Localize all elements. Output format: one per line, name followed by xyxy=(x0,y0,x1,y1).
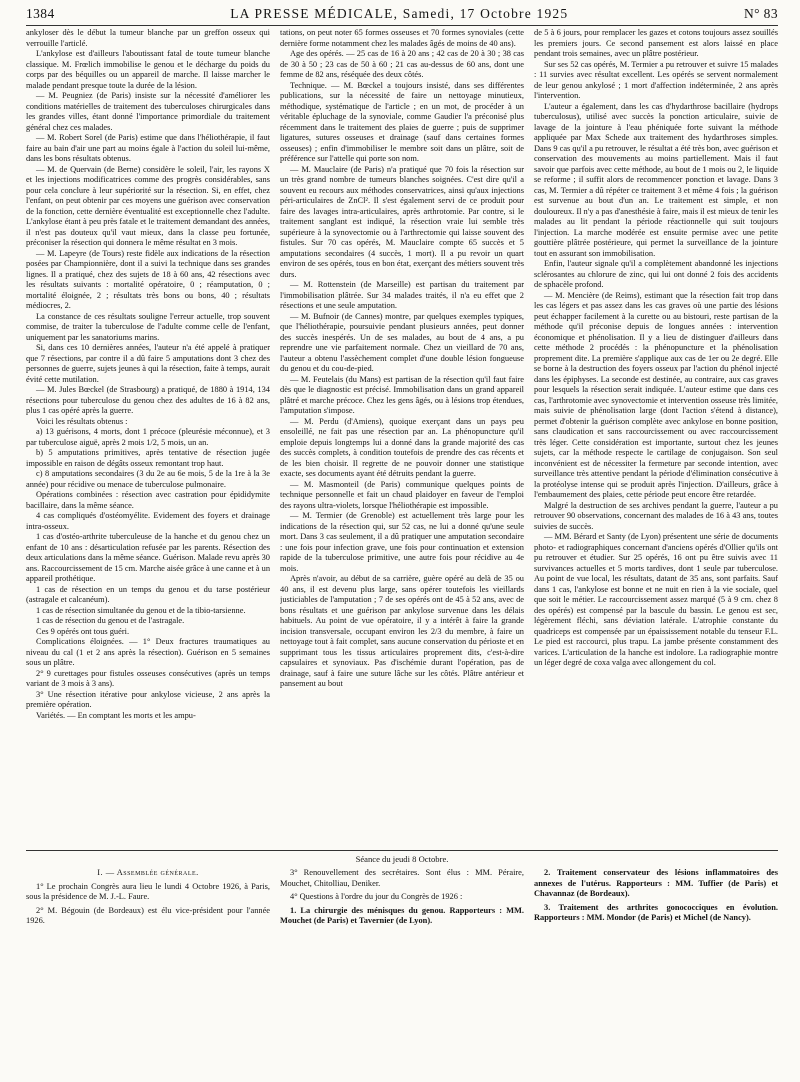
paragraph: — M. Perdu (d'Amiens), quoique exerçant dans un pays peu ensoleillé, ne fait pas une résection par an. La phénopuncture qu'il emploie depuis longtemps lui a donné dans la grande majorité des cas des succès complets, à condition toutefois de prendre des cas récents et de les bien choisir. Il regrette de ne pouvoir donner une statistique exacte, ses documents ayant été détruits pendant la guerre. xyxy=(280,416,524,478)
paragraph: — M. Mencière (de Reims), estimant que la résection fait trop dans les cas légers et pas assez dans les cas graves où une partie des lésions peut échapper facilement à la curette ou au bistouri, reste partisan de la méthode qu'il préconise depuis de longues années : intervention économique et phénolisation. Il y a lieu de distinguer d'ailleurs dans cette méthode 2 procédés : la phénopuncture et la phénolisation proprement dite. La première s'applique aux cas de 1er ou 2e degré. Elle se borne à la destruction des foyers osseux par l'action du phénol injecté dans les épiphyses. La seconde est destinée, au contraire, aux cas graves pour lesquels la résection serait indiquée. L'auteur estime que dans ces cas, l'arthrotomie avec synovectomie et intervention osseuse très limitée, mais suivie de phénolisation large (dont l'action s'étend à distance), permet d'obtenir la guérison complète avec ankylose en bonne position, sans claudication et sans raccourcissement ou avec raccourcissement très léger. Cette considération est importante, surtout chez les jeunes sujets, car la méthode respecte le cartilage de conjugaison. Son seul inconvénient est de nécessiter la fermeture par seconde intention, avec surveillance très attentive pendant la période d'élimination consécutive à la protéolyse intense qui se produit après l'injection. D'ailleurs, grâce à l'embaumement des plaies, cette période peut encore être retardée. xyxy=(534,290,778,499)
paragraph: L'ankylose est d'ailleurs l'aboutissant fatal de toute tumeur blanche classique. M. Frœlich immobilise le genou et le décharge du poids du corps par des béquilles ou un appareil de marche. Il laisse marcher le malade pendant presque toute la durée de la lésion. xyxy=(26,49,270,90)
paragraph: 1 cas de résection du genou et de l'astragale. xyxy=(36,616,185,625)
bottom-column-1 xyxy=(26,868,270,1048)
paragraph: — M. de Quervain (de Berne) considère le soleil, l'air, les rayons X et les injections modificatrices comme des progrès considérables, sans pour cela conclure à leur supériorité sur la résection. Si, en effet, chez l'enfant, on peut obtenir par ces moyens une guérison avec conservation de la fonction, cette dernière éventualité est exceptionnelle chez l'adulte. L'ankylose étant à peu près fatale et le traitement demandant des années, il n'est pas douteux qu'il vaut mieux, dans la classe peu fortunée, préconiser la résection qui donnera le même résultat en 3 mois. xyxy=(26,164,270,247)
paragraph: Complications éloignées. — 1° Deux fractures traumatiques au niveau du cal (1 et 2 ans après la résection). Guérison en 5 semaines sous un plâtre. xyxy=(26,637,270,667)
paragraph: Malgré la destruction de ses archives pendant la guerre, l'auteur a pu retrouver 90 observations, concernant des malades de 16 à 43 ans, toutes suivies de succès. xyxy=(534,500,778,531)
paragraph: a) 13 guérisons, 4 morts, dont 1 précoce (pleurésie méconnue), et 3 par tuberculose aiguë, après 2 mois 1/2, 5 mois, un an. xyxy=(26,427,270,447)
paragraph: — M. Peugniez (de Paris) insiste sur la nécessité d'améliorer les conditions matérielles de traitement des tuberculoses chirurgicales dans les grandes villes, étant donné l'importance primordiale du traitement général chez ces malades. xyxy=(26,91,270,132)
paragraph: Sur ses 52 cas opérés, M. Termier a pu retrouver et suivre 15 malades : 11 survies avec résultat excellent. Les opérés se servent normalement de leur genou ankylosé ; 1 mort d'affection indéterminée, 2 ans après l'intervention. xyxy=(534,59,778,100)
paragraph: — M. Jules Bœckel (de Strasbourg) a pratiqué, de 1880 à 1914, 134 résections pour tuberculose du genou chez des adultes de 16 à 82 ans, plus 1 cas opéré après la guerre. xyxy=(26,385,270,415)
paragraph: 2. Traitement conservateur des lésions inflammatoires des annexes de l'utérus. Rapporteurs : MM. Tuffier (de Paris) et Chavannaz (de Bordeaux). xyxy=(534,868,778,898)
paragraph: — M. Robert Sorel (de Paris) estime que dans l'héliothérapie, il faut faire au bain d'air une part au moins égale à l'action du soleil lui-même, dans les bons résultats obtenus. xyxy=(26,133,270,163)
section-heading: I. — Assemblée générale. xyxy=(97,868,199,877)
paragraph: Variétés. — En comptant les morts et les ampu- xyxy=(36,710,196,720)
paragraph: La constance de ces résultats souligne l'erreur actuelle, trop souvent commise, de traiter la tuberculose de l'adulte comme celle de l'enfant, uniquement par les sanatoriums marins. xyxy=(26,311,270,342)
page-number: 1384 xyxy=(26,6,55,21)
paragraph: 4° Questions à l'ordre du jour du Congrès de 1926 : xyxy=(290,892,463,901)
bottom-column-2 xyxy=(280,868,524,1048)
paragraph: 1 cas de résection en un temps du genou et du tarse postérieur (astragale et calcanéum). xyxy=(26,584,270,604)
paragraph: Enfin, l'auteur signale qu'il a complètement abandonné les injections sclérosantes au chlorure de zinc, qui lui ont donné 2 fois des accidents de sphacèle profond. xyxy=(534,259,778,289)
paragraph: — M. Lapeyre (de Tours) reste fidèle aux indications de la résection posées par Championnière, dont il a suivi la technique dans ses grandes lignes. Il a pratiqué, chez des sujets de 18 à 60 ans, 42 résections avec les résultats suivants : mortalité opératoire, 0 ; réamputation, 0 ; mortalité éloignée, 2 ; résultats très bons ou bons, 40 ; résultats médiocres, 2. xyxy=(26,248,270,310)
section-divider xyxy=(26,850,778,851)
running-header xyxy=(26,6,778,26)
paragraph: Technique. — M. Bœckel a toujours insisté, dans ses différentes publications, sur la nécessité de faire un nettoyage minutieux, méthodique, systématique de l'article ; en un mot, de procéder à un véritable épluchage de la synoviale, comme Gaudier l'a préconisé plus récemment dans le traitement des plaies de guerre ; puis de supprimer ligatures, sutures osseuses et drainage (sauf dans certaines formes osseuses) ; enfin d'immobiliser le membre soit dans un plâtre, soit de préférence sur l'attelle qui porte son nom. xyxy=(280,80,524,163)
paragraph: 2° M. Bégouin (de Bordeaux) est élu vice-président pour l'année 1926. xyxy=(26,905,270,925)
paragraph: 2° 9 curettages pour fistules osseuses consécutives (après un temps variant de 3 mois à 3 ans). xyxy=(26,668,270,688)
paragraph: 1 cas de résection simultanée du genou et de la tibio-tarsienne. xyxy=(36,605,246,615)
bottom-column-3 xyxy=(534,868,778,1048)
paragraph: 1° Le prochain Congrès aura lieu le lundi 4 Octobre 1926, à Paris, sous la présidence de M. J.-L. Faure. xyxy=(26,881,270,901)
paragraph: 3° Renouvellement des secrétaires. Sont élus : MM. Péraire, Mouchet, Chitolliau, Deniker. xyxy=(280,868,524,888)
session-heading: Séance du jeudi 8 Octobre. xyxy=(355,854,449,864)
paragraph: b) 5 amputations primitives, après tentative de résection jugée impossible en raison de dégâts osseux remontant trop haut. xyxy=(26,448,270,468)
paragraph: — M. Termier (de Grenoble) est actuellement très large pour les indications de la résection qui, sur 52 cas, ne lui a donné qu'une seule mort. Dans 3 cas seulement, il a dû pratiquer une amputation secondaire : une fois pour infection grave, une fois pour continuation et extension rapide de la tuberculose primitive, une autre fois pour récidive au 4e mois. xyxy=(280,511,524,573)
paragraph: Ces 9 opérés ont tous guéri. xyxy=(36,626,130,636)
bottom-columns xyxy=(26,868,778,1048)
paragraph: — M. Feutelais (du Mans) est partisan de la résection qu'il faut faire dès que le diagnostic est précisé. Immobilisation dans un grand appareil plâtré et marche précoce. Chez les gens âgés, ou à lésions trop étendues, l'amputation s'impose. xyxy=(280,374,524,415)
main-column-1 xyxy=(26,28,270,846)
issue-number: N° 83 xyxy=(743,6,778,21)
paragraph: c) 8 amputations secondaires (3 du 2e au 6e mois, 5 de la 1re à la 3e année) pour récidive ou menace de tuberculose pulmonaire. xyxy=(26,469,270,489)
paragraph: 4 cas compliqués d'ostéomyélite. Evidement des foyers et drainage intra-osseux. xyxy=(26,511,270,531)
paragraph: tations, on peut noter 65 formes osseuses et 70 formes synoviales (cette dernière forme notamment chez les malades âgés de moins de 40 ans). xyxy=(280,28,524,48)
paragraph: 1. La chirurgie des ménisques du genou. Rapporteurs : MM. Mouchet (de Paris) et Tavernier (de Lyon). xyxy=(280,905,524,925)
paragraph: — M. Masmonteil (de Paris) communique quelques points de technique personnelle et fait un chaud plaidoyer en faveur de l'emploi des rayons ultra-violets, lorsque l'héliothérapie est impossible. xyxy=(280,479,524,510)
paragraph: Voici les résultats obtenus : xyxy=(36,416,128,426)
paragraph: 3° Une résection itérative pour ankylose vicieuse, 2 ans après la première opération. xyxy=(26,689,270,709)
paragraph: Opérations combinées : résection avec castration pour épididymite bacillaire, dans la même séance. xyxy=(26,490,270,510)
main-column-3 xyxy=(534,28,778,846)
paragraph: — M. Mauclaire (de Paris) n'a pratiqué que 70 fois la résection sur un très grand nombre de tumeurs blanches soignées. C'est dire qu'il a souvent eu recours aux méthodes conservatrices, ainsi qu'aux injections péri-articulaires de ZnCl². Il s'est également servi de ce produit pour faire des lavages intra-articulaires, après arthrotomie. Par contre, si le traitement sanglant est indiqué, la résection vraie lui semble très supérieure à la synovectomie ou à l'arthrectomie qui laisse souvent des fistules. Sur 70 cas opérés, M. Mauclaire compte 65 succès et 5 amputations secondaires (4 succès, 1 mort). Il a pu revoir un quart environ de ses opérés, tous en bon état, exerçant des métiers souvent très durs. xyxy=(280,164,524,279)
paragraph: Age des opérés. — 25 cas de 16 à 20 ans ; 42 cas de 20 à 30 ; 38 cas de 30 à 50 ; 23 cas de 50 à 60 ; 21 cas au-dessus de 60 ans, dont une femme de 82 ans, réséquée des deux côtés. xyxy=(280,49,524,79)
paragraph: 3. Traitement des arthrites gonococciques en évolution. Rapporteurs : MM. Mondor (de Paris) et Michel (de Nancy). xyxy=(534,902,778,922)
main-column-2 xyxy=(280,28,524,846)
paragraph: — MM. Bérard et Santy (de Lyon) présentent une série de documents photo- et radiographiques concernant d'anciens opérés d'Ollier qu'ils ont pu retrouver et étudier. Sur 25 opérés, 16 ont pu être suivis avec 11 survivances actuelles et 5 morts tardives, dont 1 seule par tuberculose. Au point de vue local, les résultats, datant de 35 ans, sont parfaits. Sauf dans 1 cas, l'ankylose est bonne et ne nuit en rien à la vie sociale, quel que soit le métier. Le raccourcissement assez marqué (5 à 9 cm. chez 8 des opérés) est compensé par la bascule du bassin. Le genou est sec, légèrement fléchi, sans déviation latérale. L'atrophie constante du quadriceps est compensée par un épaississement notable du tenseur F.L. Le pied est raccourci, plus trapu. La jambe présente constamment des varices. L'articulation de la hanche est indolore. La radiographie montre un léger degré de coxa valga avec allongement du col. xyxy=(534,532,778,667)
paragraph: Si, dans ces 10 dernières années, l'auteur n'a été appelé à pratiquer que 7 résections, par contre il a dû faire 5 amputations dont 3 chez des personnes de guerre, sujets jeunes à qui la résection, faite à temps, aurait évité cette mutilation. xyxy=(26,343,270,384)
paragraph: de 5 à 6 jours, pour remplacer les gazes et cotons toujours assez souillés les premiers jours. Ce second pansement est alors laissé en place pendant trois semaines, avec un plâtre postérieur. xyxy=(534,28,778,58)
paragraph: Après n'avoir, au début de sa carrière, guère opéré au delà de 35 ou 40 ans, il est devenu plus large, sans opérer toutefois les vieillards justiciables de l'amputation ; 7 de ses opérés ont de 45 à 52 ans, avec de bons résultats et une guérison par ankylose survenue dans les délais habituels. Au point de vue opératoire, il y a intérêt à faire la grande incision transversale, occupant environ les 2/3 du membre, à faire un nettoyage tout à fait complet, sans aucune conservation du périoste et en supprimant tous les tissus articulaires proprement dits, c'est-à-dire capsulaires et synoviaux. Pas d'ischémie durant l'opération, pas de drainage, sauf à faire une suture lâche sur les côtés. Plâtre antérieur et pansement au bout xyxy=(280,574,524,688)
paragraph: ankyloser dès le début la tumeur blanche par un greffon osseux qui verrouille l'articlé. xyxy=(26,28,270,48)
paragraph: — M. Rottenstein (de Marseille) est partisan du traitement par l'immobilisation plâtrée. Sur 34 malades traités, il n'a eu effet que 2 résections et une seule amputation. xyxy=(280,280,524,310)
paragraph: L'auteur a également, dans les cas d'hydarthrose bacillaire (hydrops tuberculosus), utilisé avec succès la ponction articulaire, suivie de lavage de la jointure à l'eau phéniquée forte suivant la méthode appliquée par Max Schede aux traitement des hydarthroses simples. Dans 9 cas qu'il a pu retrouver, le résultat a été très bon, avec guérison et conservation des mouvements au moins partiellement. Mais il faut savoir que parfois avec cette méthode, au bout de 1 mois ou 2, le liquide se reforme ; il suffit alors de recommencer ponction et lavage. Dans 3 cas, M. Termier a dû répéter ce traitement 3 et même 4 fois ; la guérison est survenue au bout d'un an. Le traitement est simple, et non douloureux. Il n'y a pas d'anesthésie à faire, mais il est mieux de tenir les malades au lit pendant la période réactionnelle qui suit toujours l'injection. La marche modérée est ensuite permise avec une petite gouttière plâtrée postérieure, qui permet la surveillance de la jointure tout en assurant son immobilisation. xyxy=(534,101,778,258)
journal-title: LA PRESSE MÉDICALE, Samedi, 17 Octobre 1925 xyxy=(230,6,569,21)
paragraph: 1 cas d'ostéo-arthrite tuberculeuse de la hanche et du genou chez un enfant de 10 ans : désarticulation refusée par les parents. Résection des deux articulations dans la même séance. Guérison. Malade revu après 30 ans. Raccourcissement de 15 cm. Marche aisée grâce à une canne et à un appareil prothétique. xyxy=(26,532,270,583)
paragraph: — M. Bufnoir (de Cannes) montre, par quelques exemples typiques, que l'héliothérapie, poursuivie pendant plusieurs années, peut donner des succès inespérés. Un de ses malades, au bout de 4 ans, a pu reprendre une vie parfaitement normale. Chez un vieillard de 70 ans, l'auteur a obtenu l'assèchement complet d'une double lésion fongueuse du genou et du cou-de-pied. xyxy=(280,311,524,373)
main-columns xyxy=(26,28,778,846)
